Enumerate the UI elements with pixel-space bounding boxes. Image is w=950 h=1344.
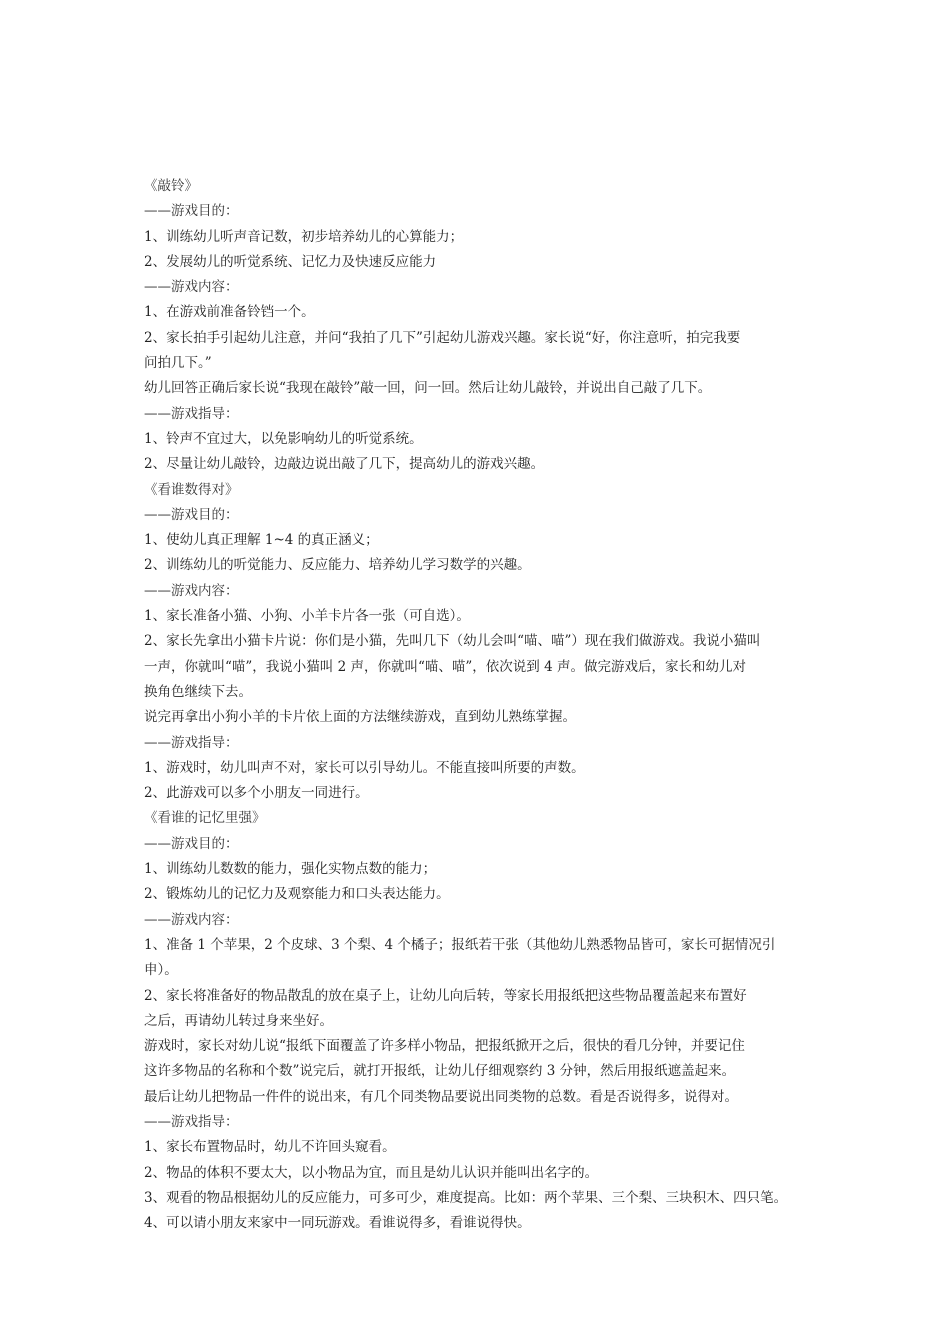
text-line: 1、准备 1 个苹果，2 个皮球、3 个梨、4 个橘子；报纸若干张（其他幼儿熟悉物品皆可，家长可据情况引 <box>144 936 776 953</box>
text-line: 2、尽量让幼儿敲铃，边敲边说出敲了几下，提高幼儿的游戏兴趣。 <box>144 456 545 473</box>
section-heading: ——游戏指导： <box>144 1113 239 1130</box>
text-line: 1、家长准备小猫、小狗、小羊卡片各一张（可自选）。 <box>144 608 470 625</box>
section-heading: ——游戏目的： <box>144 835 239 852</box>
section-heading: ——游戏内容： <box>144 279 239 296</box>
text-line: 换角色继续下去。 <box>144 683 252 700</box>
text-line: 游戏时，家长对幼儿说“报纸下面覆盖了许多样小物品，把报纸掀开之后，很快的看几分钟，并要记住 <box>144 1038 745 1055</box>
section-heading: ——游戏内容： <box>144 582 239 599</box>
section-heading: ——游戏目的： <box>144 506 239 523</box>
section-heading: ——游戏指导： <box>144 734 239 751</box>
text-line: 1、铃声不宜过大，以免影响幼儿的听觉系统。 <box>144 430 423 447</box>
text-line: 2、锻炼幼儿的记忆力及观察能力和口头表达能力。 <box>144 886 450 903</box>
section-heading: ——游戏内容： <box>144 911 239 928</box>
text-line: 1、在游戏前准备铃铛一个。 <box>144 304 315 321</box>
text-line: 2、物品的体积不要太大，以小物品为宜，而且是幼儿认识并能叫出名字的。 <box>144 1164 599 1181</box>
text-line: 问拍几下。” <box>144 355 212 372</box>
text-line: 1、训练幼儿数数的能力，强化实物点数的能力； <box>144 861 437 878</box>
document-body <box>144 174 824 1236</box>
game-title: 《看谁数得对》 <box>144 481 239 498</box>
text-line: 之后，再请幼儿转过身来坐好。 <box>144 1012 333 1029</box>
text-line: 2、此游戏可以多个小朋友一同进行。 <box>144 785 369 802</box>
text-line: 最后让幼儿把物品一件件的说出来，有几个同类物品要说出同类物的总数。看是否说得多，说得对。 <box>144 1088 738 1105</box>
text-line: 2、发展幼儿的听觉系统、记忆力及快速反应能力 <box>144 253 437 270</box>
text-line: 2、家长拍手引起幼儿注意，并问“我拍了几下”引起幼儿游戏兴趣。家长说“好，你注意听，拍完我要 <box>144 329 741 346</box>
text-line: 1、家长布置物品时，幼儿不许回头窥看。 <box>144 1139 396 1156</box>
text-line: 2、训练幼儿的听觉能力、反应能力、培养幼儿学习数学的兴趣。 <box>144 557 531 574</box>
game-title: 《看谁的记忆里强》 <box>144 810 266 827</box>
text-line: 3、观看的物品根据幼儿的反应能力，可多可少，难度提高。比如：两个苹果、三个梨、三块积木、四只笔。 <box>144 1189 788 1206</box>
section-heading: ——游戏目的： <box>144 203 239 220</box>
game-title: 《敲铃》 <box>144 178 198 194</box>
text-line: 2、家长先拿出小猫卡片说：你们是小猫，先叫几下（幼儿会叫“喵、喵”）现在我们做游戏。我说小猫叫 <box>144 633 761 650</box>
section-heading: ——游戏指导： <box>144 405 239 422</box>
text-line: 1、使幼儿真正理解 1~4 的真正涵义； <box>144 532 379 549</box>
text-line: 幼儿回答正确后家长说“我现在敲铃”敲一回，问一回。然后让幼儿敲铃，并说出自己敲了几下。 <box>144 380 712 397</box>
text-line: 2、家长将准备好的物品散乱的放在桌子上，让幼儿向后转，等家长用报纸把这些物品覆盖起来布置好 <box>144 987 747 1004</box>
text-line: 1、训练幼儿听声音记数，初步培养幼儿的心算能力； <box>144 228 464 245</box>
text-line: 这许多物品的名称和个数”说完后，就打开报纸，让幼儿仔细观察约 3 分钟，然后用报纸遮盖起来。 <box>144 1063 736 1080</box>
text-line: 一声，你就叫“喵”，我说小猫叫 2 声，你就叫“喵、喵”，依次说到 4 声。做完游戏后，家长和幼儿对 <box>144 658 746 675</box>
text-line: 说完再拿出小狗小羊的卡片依上面的方法继续游戏，直到幼儿熟练掌握。 <box>144 709 576 726</box>
text-line: 申）。 <box>144 962 178 979</box>
text-line: 4、可以请小朋友来家中一同玩游戏。看谁说得多，看谁说得快。 <box>144 1215 531 1232</box>
text-line: 1、游戏时，幼儿叫声不对，家长可以引导幼儿。不能直接叫所要的声数。 <box>144 759 585 776</box>
